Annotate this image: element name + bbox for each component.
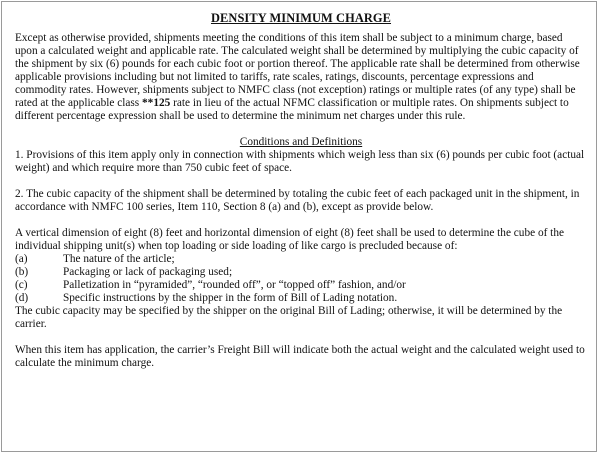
list-text: Packaging or lack of packaging used;: [63, 266, 233, 278]
list-text: The nature of the article;: [63, 253, 175, 265]
list-marker: (a): [15, 253, 28, 265]
conditions-heading: Conditions and Definitions: [239, 136, 363, 148]
list-text: Palletization in “pyramided”, “rounded off”, or “topped off” fashion, and/or: [63, 279, 406, 291]
intro-paragraph: [15, 32, 587, 123]
condition-2-paragraph: 2. The cubic capacity of the shipment shall be determined by totaling the cubic feet of each packaged unit in the shipment, in accordance with NMFC 100 series, Item 110, Section 8 (a) and (b), except as provide below.: [15, 188, 580, 213]
list-marker: (d): [15, 292, 29, 304]
condition-1-paragraph: 1. Provisions of this item apply only in connection with shipments which weigh less than six (6) pounds per cubic foot (actual weight) and which require more than 750 cubic feet of space.: [15, 149, 585, 174]
intro-text-start: Except as otherwise provided, shipments meeting the conditions of this item shall be subject to a minimum charge, based upon a calculated weight and applicable rate. The calculated weight shall be determined by multiplying the cubic capacity of the shipment by six (6) pounds for each cubic foot or portion thereof. The applicable rate shall be determined from otherwise applicable provisions including but not limited to tariffs, rate scales, ratings, discounts, percentage expressions and commodity rates. However, shipments subject to NMFC class (not exception) ratings or multiple rates (of any type) shall be rated at the applicable class: [15, 32, 580, 109]
list-item: [15, 253, 587, 266]
preclusion-list: [15, 253, 587, 305]
list-item: [15, 292, 587, 305]
list-item: [15, 266, 587, 279]
document-title: DENSITY MINIMUM CHARGE: [210, 11, 392, 25]
cubic-capacity-paragraph: The cubic capacity may be specified by the shipper on the original Bill of Lading; otherwise, it will be determined by the carrier.: [15, 305, 563, 330]
list-marker: (b): [15, 266, 29, 278]
list-marker: (c): [15, 279, 28, 291]
list-item: [15, 279, 587, 292]
intro-text-end: rate in lieu of the actual NFMC classification or multiple rates. On shipments subject to different percentage expression shall be used to determine the minimum net charges under this rule.: [15, 97, 569, 122]
document-frame: [1, 1, 597, 452]
freight-bill-paragraph: When this item has application, the carrier’s Freight Bill will indicate both the actual weight and the calculated weight used to calculate the minimum charge.: [15, 344, 585, 369]
vertical-dimension-paragraph: A vertical dimension of eight (8) feet and horizontal dimension of eight (8) feet shall be used to determine the cube of the individual shipping unit(s) when top loading or side loading of like cargo is precluded because of:: [15, 227, 564, 252]
class-125-rate: **125: [142, 97, 171, 109]
list-text: Specific instructions by the shipper in the form of Bill of Lading notation.: [63, 292, 398, 304]
